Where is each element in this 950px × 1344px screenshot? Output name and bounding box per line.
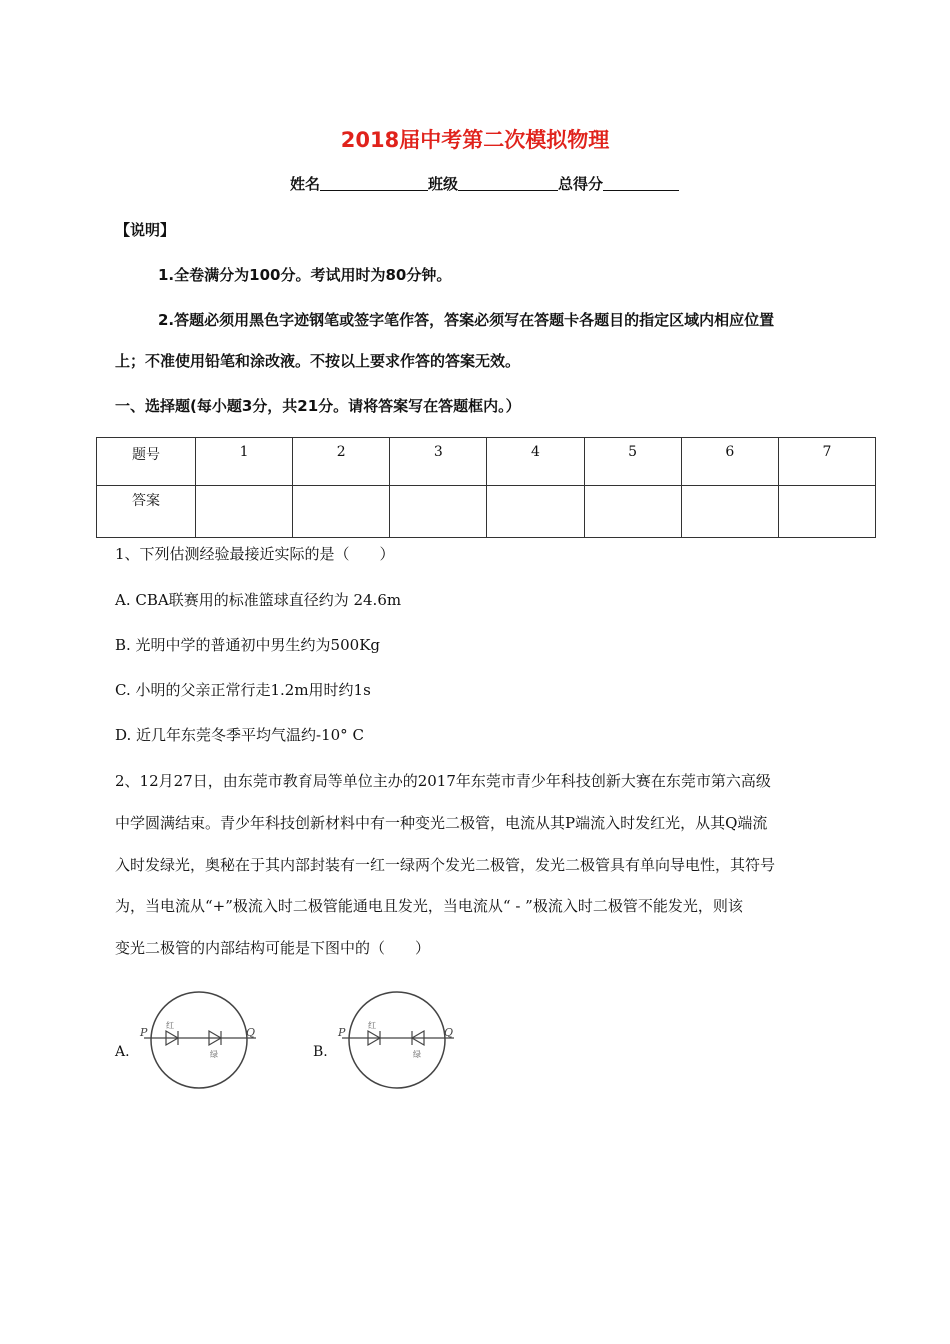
instruction-item-2-line2: 上；不准使用铅笔和涂改液。不按以上要求作答的答案无效。	[115, 352, 521, 370]
q2-line-4: 为，当电流从“+”极流入时二极管能通电且发光，当电流从“ - ”极流入时二极管不能发光，则该	[115, 897, 743, 915]
answer-cell[interactable]	[293, 486, 390, 538]
answer-cell[interactable]	[390, 486, 487, 538]
q1-option-a: A. CBA联赛用的标准篮球直径约为 24.6m	[115, 591, 402, 609]
question-number-cell: 2	[293, 438, 390, 486]
question-number-cell: 4	[487, 438, 584, 486]
table-row	[97, 486, 876, 538]
figure-b-diode-circuit	[336, 990, 462, 1092]
instruction-item-1: 1.全卷满分为100分。考试用时为80分钟。	[158, 266, 452, 284]
answer-cell[interactable]	[196, 486, 293, 538]
q1-option-b: B. 光明中学的普通初中男生约为500Kg	[115, 636, 380, 654]
figure-a-label: A.	[115, 1044, 130, 1060]
red-label: 红	[368, 1021, 376, 1030]
outer-circle	[349, 992, 445, 1088]
name-label: 姓名	[290, 175, 321, 193]
outer-circle	[151, 992, 247, 1088]
score-label: 总得分	[558, 175, 604, 193]
answer-table	[96, 437, 876, 538]
terminal-q: Q	[444, 1026, 454, 1039]
terminal-p: P	[140, 1026, 148, 1039]
question-number-cell: 1	[196, 438, 293, 486]
row-label-question-number: 题号	[97, 438, 196, 486]
question-number-cell: 7	[778, 438, 875, 486]
answer-cell[interactable]	[584, 486, 681, 538]
name-field[interactable]	[320, 175, 428, 191]
row-label-answer: 答案	[97, 486, 196, 538]
red-label: 红	[166, 1021, 174, 1030]
q1-option-c: C. 小明的父亲正常行走1.2m用时约1s	[115, 681, 371, 699]
figure-b-label: B.	[313, 1044, 328, 1060]
question-number-cell: 3	[390, 438, 487, 486]
q2-line-1: 2、12月27日，由东莞市教育局等单位主办的2017年东莞市青少年科技创新大赛在东莞市第六高级	[115, 772, 771, 790]
section1-heading: 一、选择题(每小题3分，共21分。请将答案写在答题框内。）	[115, 397, 521, 415]
q1-stem: 1、下列估测经验最接近实际的是（ ）	[115, 545, 395, 563]
answer-cell[interactable]	[487, 486, 584, 538]
green-label: 绿	[413, 1050, 421, 1059]
green-label: 绿	[210, 1050, 218, 1059]
class-field[interactable]	[458, 175, 558, 191]
class-label: 班级	[428, 175, 459, 193]
question-number-cell: 6	[681, 438, 778, 486]
answer-cell[interactable]	[778, 486, 875, 538]
figure-a-diode-circuit	[138, 990, 264, 1092]
student-info-line	[290, 173, 679, 194]
table-row	[97, 438, 876, 486]
instruction-item-2-line1: 2.答题必须用黑色字迹钢笔或签字笔作答，答案必须写在答题卡各题目的指定区域内相应位置	[158, 311, 775, 329]
score-field[interactable]	[603, 175, 679, 191]
question-number-cell: 5	[584, 438, 681, 486]
q2-line-3: 入时发绿光，奥秘在于其内部封装有一红一绿两个发光二极管，发光二极管具有单向导电性，其符号	[115, 856, 776, 874]
instructions-heading: 【说明】	[115, 221, 176, 239]
q1-option-d: D. 近几年东莞冬季平均气温约-10° C	[115, 726, 364, 744]
answer-cell[interactable]	[681, 486, 778, 538]
terminal-p: P	[338, 1026, 346, 1039]
terminal-q: Q	[246, 1026, 256, 1039]
q2-line-2: 中学圆满结束。青少年科技创新材料中有一种变光二极管，电流从其P端流入时发红光，从其Q端流	[115, 814, 768, 832]
q2-line-5: 变光二极管的内部结构可能是下图中的（ ）	[115, 939, 431, 957]
page-title: 2018届中考第二次模拟物理	[340, 128, 610, 152]
